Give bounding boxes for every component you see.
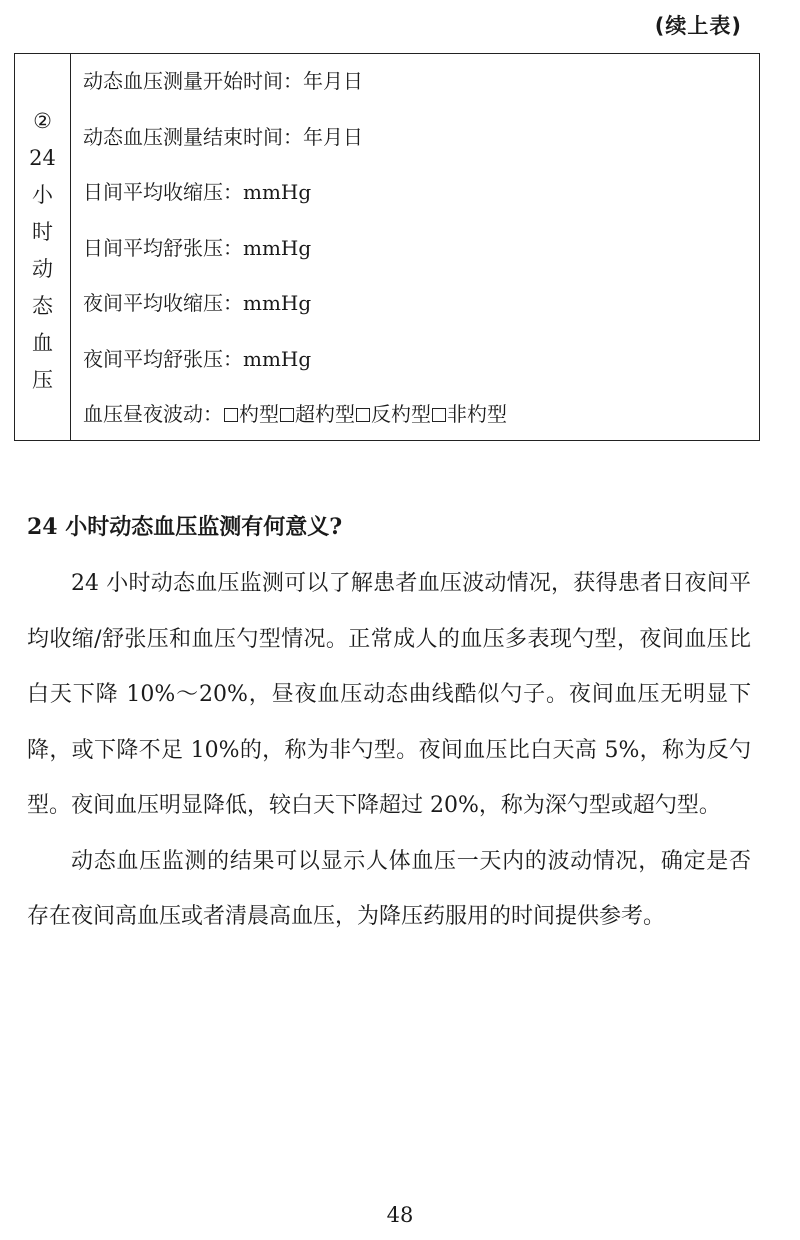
section-title: 24 小时动态血压监测有何意义? bbox=[27, 514, 343, 540]
checkbox-icon[interactable] bbox=[280, 408, 294, 422]
checkbox-icon[interactable] bbox=[356, 408, 370, 422]
start-time-field: 动态血压测量开始时间：年月日 bbox=[83, 69, 363, 93]
day-diastolic-field: 日间平均舒张压：mmHg bbox=[83, 235, 312, 260]
row-label-char: 血 bbox=[32, 331, 53, 355]
row-label-char: 时 bbox=[32, 220, 53, 244]
row-label bbox=[15, 54, 71, 440]
row-label-char: 态 bbox=[32, 294, 53, 318]
paragraph: 24 小时动态血压监测可以了解患者血压波动情况，获得患者日夜间平均收缩/舒张压和血压勺型情况。正常成人的血压多表现勺型，夜间血压比白天下降 10%～20%，昼夜血压动态曲线酷似勺子。夜间血压无明显下降，或下降不足 10%的，称为非勺型。夜间血压比白天高 5%，称为反勺型。夜间血压明显降低，较白天下降超过 20%，称为深勺型或超勺型。 bbox=[27, 571, 751, 818]
row-label-char: 24 bbox=[29, 146, 56, 170]
row-label-char: 压 bbox=[32, 368, 53, 392]
option-non-dipper: 非杓型 bbox=[447, 402, 507, 426]
fluctuation-field bbox=[83, 396, 759, 452]
section-body bbox=[27, 556, 751, 945]
night-diastolic-field: 夜间平均舒张压：mmHg bbox=[83, 346, 312, 371]
ambulatory-bp-form-table bbox=[14, 53, 760, 441]
row-label-char: 动 bbox=[32, 257, 53, 281]
option-dipper: 杓型 bbox=[239, 402, 279, 426]
fluctuation-label: 血压昼夜波动： bbox=[83, 402, 223, 426]
checkbox-icon[interactable] bbox=[224, 408, 238, 422]
end-time-field: 动态血压测量结束时间：年月日 bbox=[83, 124, 363, 149]
night-systolic-field: 夜间平均收缩压：mmHg bbox=[83, 291, 312, 315]
paragraph: 动态血压监测的结果可以显示人体血压一天内的波动情况，确定是否存在夜间高血压或者清晨高血压，为降压药服用的时间提供参考。 bbox=[27, 848, 751, 929]
page-number: 48 bbox=[386, 1203, 414, 1227]
checkbox-icon[interactable] bbox=[432, 408, 446, 422]
row-label-char: ② bbox=[33, 109, 52, 133]
option-extreme-dipper: 超杓型 bbox=[295, 402, 355, 426]
continued-table-label: (续上表) bbox=[654, 14, 742, 38]
row-label-char: 小 bbox=[32, 183, 53, 207]
day-systolic-field: 日间平均收缩压：mmHg bbox=[83, 180, 312, 204]
option-reverse-dipper: 反杓型 bbox=[371, 402, 431, 426]
form-fields bbox=[71, 54, 759, 440]
